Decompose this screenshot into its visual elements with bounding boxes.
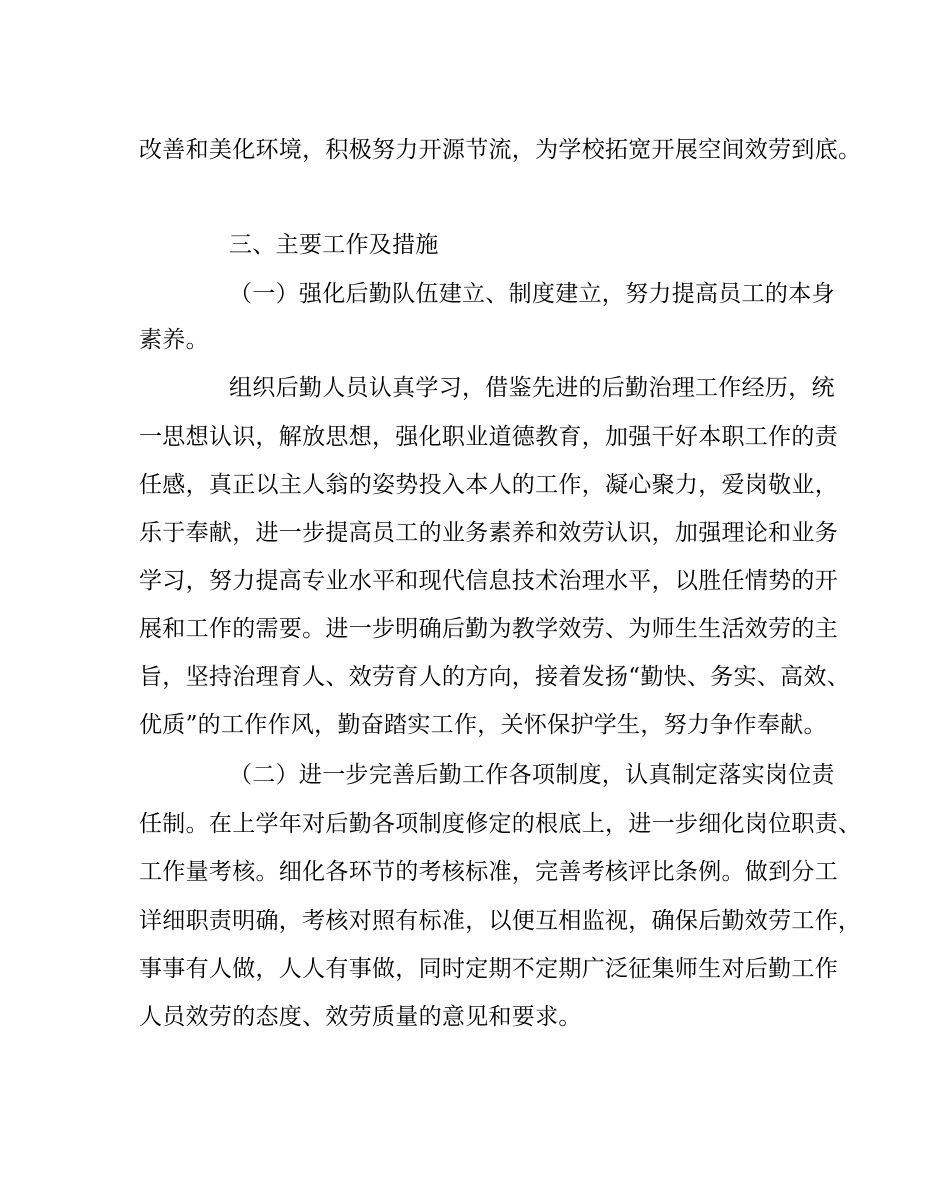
subsection-heading-1: （一）强化后勤队伍建立、制度建立，努力提高员工的本身 xyxy=(229,281,835,307)
text-line-7: 任感，真正以主人翁的姿势投入本人的工作，凝心聚力，爱岗敬业， xyxy=(139,472,838,498)
section-heading: 三、主要工作及措施 xyxy=(229,232,439,258)
text-line-15: 工作量考核。细化各环节的考核标准，完善考核评比条例。做到分工 xyxy=(139,859,838,885)
text-line-16: 详细职责明确，考核对照有标准，以便互相监视，确保后勤效劳工作， xyxy=(139,908,862,934)
text-line-4: 素养。 xyxy=(139,327,209,353)
text-line-12: 优质”的工作作风，勤奋踏实工作，关怀保护学生，努力争作奉献。 xyxy=(139,712,827,738)
text-line-5: 组织后勤人员认真学习，借鉴先进的后勤治理工作经历，统 xyxy=(229,375,835,401)
text-line-1: 改善和美化环境，积极努力开源节流，为学校拓宽开展空间效劳到底。 xyxy=(139,137,862,163)
text-line-14: 任制。在上学年对后勤各项制度修定的根底上，进一步细化岗位职责、 xyxy=(139,811,862,837)
text-line-9: 学习，努力提高专业水平和现代信息技术治理水平，以胜任情势的开 xyxy=(139,568,838,594)
text-line-6: 一思想认识，解放思想，强化职业道德教育，加强干好本职工作的责 xyxy=(139,424,838,450)
text-line-10: 展和工作的需要。进一步明确后勤为教学效劳、为师生生活效劳的主 xyxy=(139,616,838,642)
text-line-18: 人员效劳的态度、效劳质量的意见和要求。 xyxy=(139,1004,582,1030)
text-line-17: 事事有人做，人人有事做，同时定期不定期广泛征集师生对后勤工作 xyxy=(139,956,838,982)
text-line-8: 乐于奉献，进一步提高员工的业务素养和效劳认识，加强理论和业务 xyxy=(139,520,838,546)
text-line-11: 旨，坚持治理育人、效劳育人的方向，接着发扬“勤快、务实、高效、 xyxy=(139,664,851,690)
subsection-heading-2: （二）进一步完善后勤工作各项制度，认真制定落实岗位责 xyxy=(229,762,835,788)
